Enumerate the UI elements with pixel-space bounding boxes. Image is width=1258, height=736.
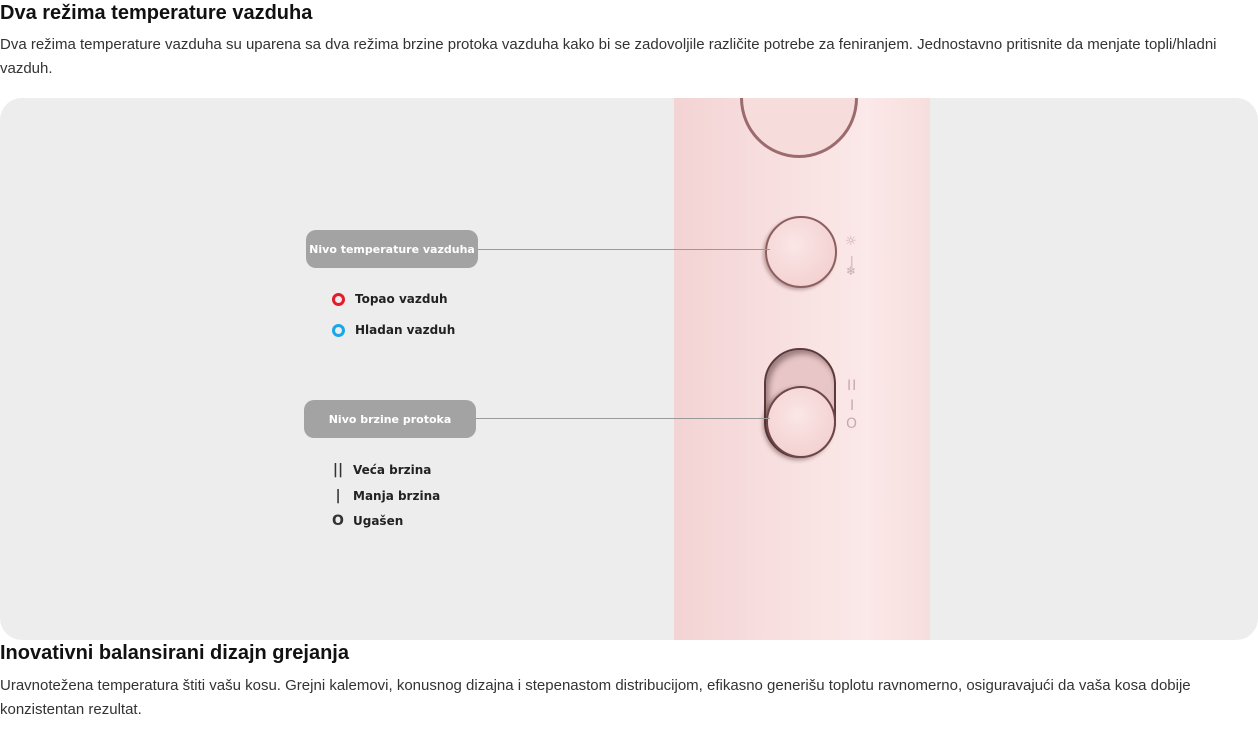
double-bar-icon: || [332,462,344,478]
red-ring-icon [332,293,345,306]
speed-pointer-line [476,418,770,419]
section-description: Uravnotežena temperatura štiti vašu kosu. Grejni kalemovi, konusnog dizajna i stepenastom distribucijom, efikasno generišu toplotu ravnomerno, osiguravajući da vaša kosa dobije konzistentan rezultat. [0,677,1191,718]
legend-label: Ugašen [353,514,404,528]
blue-ring-icon [332,324,345,337]
temperature-button [765,216,837,288]
legend-off [330,513,403,529]
legend-label: Manja brzina [353,489,441,503]
legend-label: Veća brzina [353,463,432,477]
circle-off-icon: O [332,513,344,529]
hair-dryer-image [674,98,930,640]
dryer-top-ring [740,98,858,158]
speed-off-mark: O [846,416,858,432]
snowflake-icon: ❄ [846,264,857,278]
legend-low-speed [330,488,440,504]
temperature-level-label: Nivo temperature vazduha [306,230,478,268]
speed-switch-knob [766,386,836,458]
section-description: Dva režima temperature vazduha su uparena sa dva režima brzine protoka vazduha kako bi se zadovoljile različite potrebe za feniranjem. Jednostavno pritisnite da menjate topli/hladni vazduh. [0,36,1217,77]
legend-label: Topao vazduh [355,292,448,306]
section-heading: Inovativni balansirani dizajn grejanja [0,642,349,664]
legend-high-speed [330,462,431,478]
speed-high-mark: II [847,378,858,394]
speed-low-mark: I [850,398,855,414]
legend-cool-air [332,323,455,337]
legend-label: Hladan vazduh [355,323,456,337]
speed-level-label: Nivo brzine protoka [304,400,476,438]
single-bar-icon: | [335,488,341,504]
section-heading: Dva režima temperature vazduha [0,2,313,24]
sun-icon: ☼ [845,234,857,249]
divider-mark: | [850,254,854,267]
temperature-pointer-line [478,249,770,250]
legend-warm-air [332,292,448,306]
product-diagram-panel [0,98,1258,640]
